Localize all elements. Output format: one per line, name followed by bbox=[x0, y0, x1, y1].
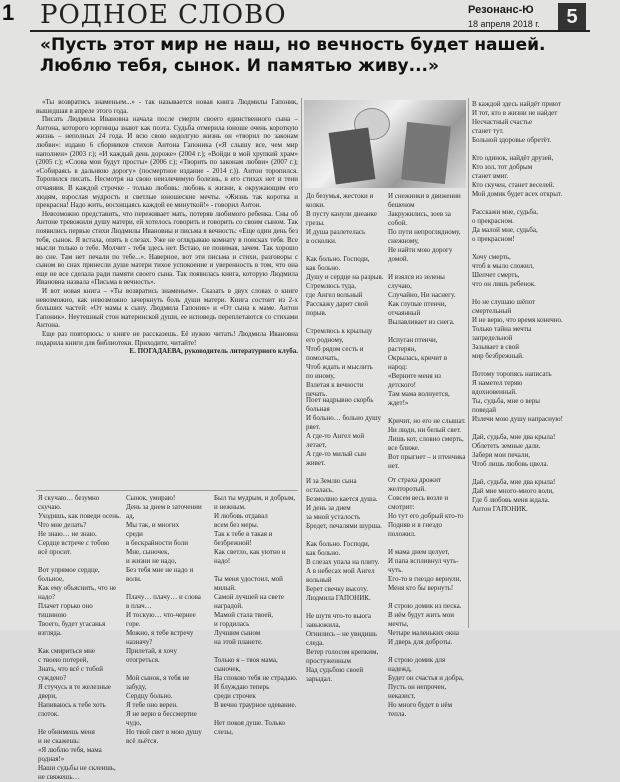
paper-name: Резонанс-Ю bbox=[468, 4, 534, 16]
section-title: РОДНОЕ СЛОВО bbox=[40, 0, 287, 30]
column-divider bbox=[301, 98, 302, 628]
section-divider bbox=[36, 490, 298, 491]
book-cover-image bbox=[401, 122, 451, 184]
poem-block: От страха дрожит желторотый. Совсем весь возле и смотрит: Но тут его добрый кто-то Подняв и в гнездо положил. И мама днем целует, И папа вспливнул чуть-чуть. Его-то в гнездо вернули, Меня кто бы вернуть! Я строю домик из песка. В нём будут жить мои мечты, Четыре маленьких окна И дверь для доброты. Я строю домик для надежд, Будет он счастья и добра, Пусть он непрочен, неказист, Но много будет в нём тепла. bbox=[388, 476, 464, 718]
article-paragraph: Еще раз повторюсь: о книге не рассказешь. Её нужно читать! Людмила Ивановна подарила книги для библиотеки. Приходите, читайте! bbox=[36, 330, 298, 347]
article-column bbox=[36, 98, 298, 488]
poem-block: До безумья, жестоки и колки. В пусту канули днеанке грезы. И душа разлетелась в осколки. Как больно. Господи, как больно. Душу и сердце на разрыв. Стремлюсь туда, где Ангел вольный Расскажу дарит свой порыв. Стремлюсь к крыльцу его родному, Чтоб рядом сесть и помолчать, Чтоб ждать и мыслить по иному, Взлетая к вечности печать. bbox=[306, 192, 384, 398]
article-paragraph: И вот новая книга – «Ты возвратись знаменьем». Сказать в двух словах о книге невозможно, как невозможно зачеркнуть боль души матери. Книга состоит из 2-х больших частей: «От мамы к сыну. Людмила Гапоник» и «От сына к маме. Антон Гапоник». Неутешный стон материнской души, ее исповедь переплетаются со стихами Антона. bbox=[36, 287, 298, 330]
poem-block: В каждой здесь найдёт приют И тот, кто в жизни не найдет Несчастный счастье станет тут. Больной здоровье обретёт. Кто одинок, найдёт друзей, Кто зол, тот добрым станет вмиг. Кто скучен, станет веселей. Мой домик будет всех открыт. Расскажи мне, судьба, о прекрасном. Да малой мне, судьба, о прекрасном! Хочу смерть, чтоб в мыло сложил, Шепчет смерть, что он лишь ребенок. Но не слушаю шёпот смертельный И не верю, что время конечно. Только тайна мечты запредельной Зазывает в свой мир безбрежный. Потому торопясь написать Я наметел теряю вдохновенный. Ты, судьба, мне о веры поведай Излечи мою душу напрасную! Дай, судьба, мне два крыла! Облететь земные дали. Забери мои печали, Чтоб лишь любовь цвела. Дай, судьба, мне два крыла! Дай мне много-много воли, Где б любовь меня ждала. Антон ГАПОНИК. bbox=[472, 100, 563, 513]
article-paragraph: «Ты возвратись знаменьем...» - так называется новая книга Людмилы Гапоник, вышедшая в апреле этого года. bbox=[36, 98, 298, 115]
page-number: 5 bbox=[558, 3, 586, 31]
poem-block: Поет надрывно скорбь больная И больно… больно душу рвет. А где-то Ангел мой летает, А где-то милый сын живет. И за Землю сына осталась. Безмолвно кается душа. И день за днем за мной усталость Бредет, печалями шурша. Как больно. Господи, как больно. В слезах упала на плиту. А в небесах мой Ангел вольный Берет свечку высоту. Людмила ГАПОНИК. Не шутя что-то вьюга завьюжила, Огнились – не увидишь следа. Ветер голосом крепким, простуженным Над судьбою своей зарыдал. bbox=[306, 396, 382, 683]
poem-block: И снежинки в движении бешеном Закружились, зоев за собой. По пути непроглядному, снежному, Не найти мою дорогу домой. И взялся из зелены случаю, Случайно, Ни наснегу. Как глупые птенчи, отчаянный Вылавливает из снега. Испуган птенчи, растерян, Окрылась, кричит в народ: «Верните меня из детского! Там мама волнуется, ждет!» Кричит, но его не слышат. Ни люди, ни белый свет. Лишь кот, словно смерть, все ближе. Вот прыгнет – и птенчика нет. bbox=[388, 192, 466, 470]
masthead-rule bbox=[30, 30, 590, 32]
column-divider bbox=[468, 98, 469, 628]
masthead bbox=[0, 0, 620, 30]
author-photo bbox=[304, 100, 466, 188]
poem-block: Я скучаю… безумно скучаю. Уходишь, как поведи осень. Что мне делать? Не знаю… не знаю. Сердце встрече с тобою всё просит. Вот упрямое сердце, больное, Как ему объяснить, что не надо? Плачет горько оно тишиною Твоего, будет угасанья взгляда. Как смириться мне с твоею потерей, Знать, что всё с тобой суждено? Я стучусь в те железные двери, Напиваюсь к тебе хоть глоток. Не обнимешь меня и не скажешь: «Я люблю тебя, мама родная!» Наши судьбы не склеишь, не свяжешь… bbox=[38, 494, 121, 781]
left-page-fragment: 1 bbox=[2, 0, 15, 25]
issue-date: 18 апреля 2018 г. bbox=[468, 19, 540, 29]
article-paragraph: Писать Людмила Ивановна начала после смерти своего единственного сына – Антона, которого юргинцы знают как поэта. Судьба отмерила юноше очень короткую жизнь – неполных 24 года. И всю свою недолгую жизнь он «творил по законам любви»: издано 6 сборников стихов Антона Гапоника («Я слышу все, чем мир наполнен» (2003 г.); «И каждый день дороже» (2004 г.); «Войди в мой хрупкий храм» (2005 г.); «Слова мои будут просты» (2006 г.); «Творить по законам любви» (2007 г.); «Собираясь в дальнюю дорогу» (посмертное издание - 2014 г.)). Антон торопился. Торопился писать. Несмотря на свою неизлечимую болезнь, в его стихах нет и тени отчаяния. В каждой строчке - только любовь: любовь к жизни, к окружающим его людям, взрослая мудрость и светлые юношеские мечты. «Жизнь так коротка и прекрасна! Надо жить, восхищаясь каждой ее минуткой!» - говорил Антон. bbox=[36, 115, 298, 210]
book-cover-image bbox=[329, 127, 376, 184]
article-paragraph: Невозможно представить, что переживает мать, потеряв любимого ребенка. Сны об Антоне тревожили душу матери, ей хотелось говорить и говорить со своим сыном. Так появились первые стихи Людмилы Ивановны и письма в вечность: «Еще один день без тебя, сынок. Я встала, опять в слезах. Уже не оглядываю комнату в поисках тебя. Все мысли только о тебе. Молчит - тебя здесь нет. Встаю, не понимая, зачем. Так хорошо во сне. Там нет печали по тебе...». Наверное, вот эти письма и стихи, разговоры с сыном во снах принесли душе матери тихое успокоение и уверенность в том, что она еще не все сделала ради памяти своего сына. Так появилась книга, которую Людмила Ивановна назвала «Письма в вечность». bbox=[36, 209, 298, 287]
article-signature: Е. ПОГАДАЕВА, руководитель литературного клуба. bbox=[129, 347, 298, 356]
headline: «Пусть этот мир не наш, но вечность будет нашей. Люблю тебя, сынок. И памятью живу...» bbox=[40, 35, 546, 76]
poem-block: Был ты мудрым, и добрым, и нежным. И любовь отдавал всем без меры. Так к тебе в такая и безбрежной! Как светло, как уютно и надо! Ты меня удостоил, мой милый. Самой лучшей на свете наградой. Мамой стала твоей, и гордилась Лучшим сыном на этой планете. Только я – твоя мама, сыночек, На спокою тебя не страдаю. И блуждаю теперь среди строчек В вечно траурное одевание. Нет покоя душе. Только слезы, bbox=[214, 494, 298, 736]
poem-block: Сынок, умираю! День за днем в заточении ад, Мы так, и многих среди в бескрайности боли Мне, сыночек, и жизни не надо, Без тебя мне не надо и воли. Плачу… плачу… и слова в плач… И тоскую… что-чернее горе. Можно, я тебе встречу назначу? Прилетай, я хочу отогреться. Мой сынок, я тебя не забуду, Сердцу больно. Я тебе оно верен. Я не верю в бессмертие чудо, Но твой свет в мою душу всё льётся. bbox=[126, 494, 202, 745]
